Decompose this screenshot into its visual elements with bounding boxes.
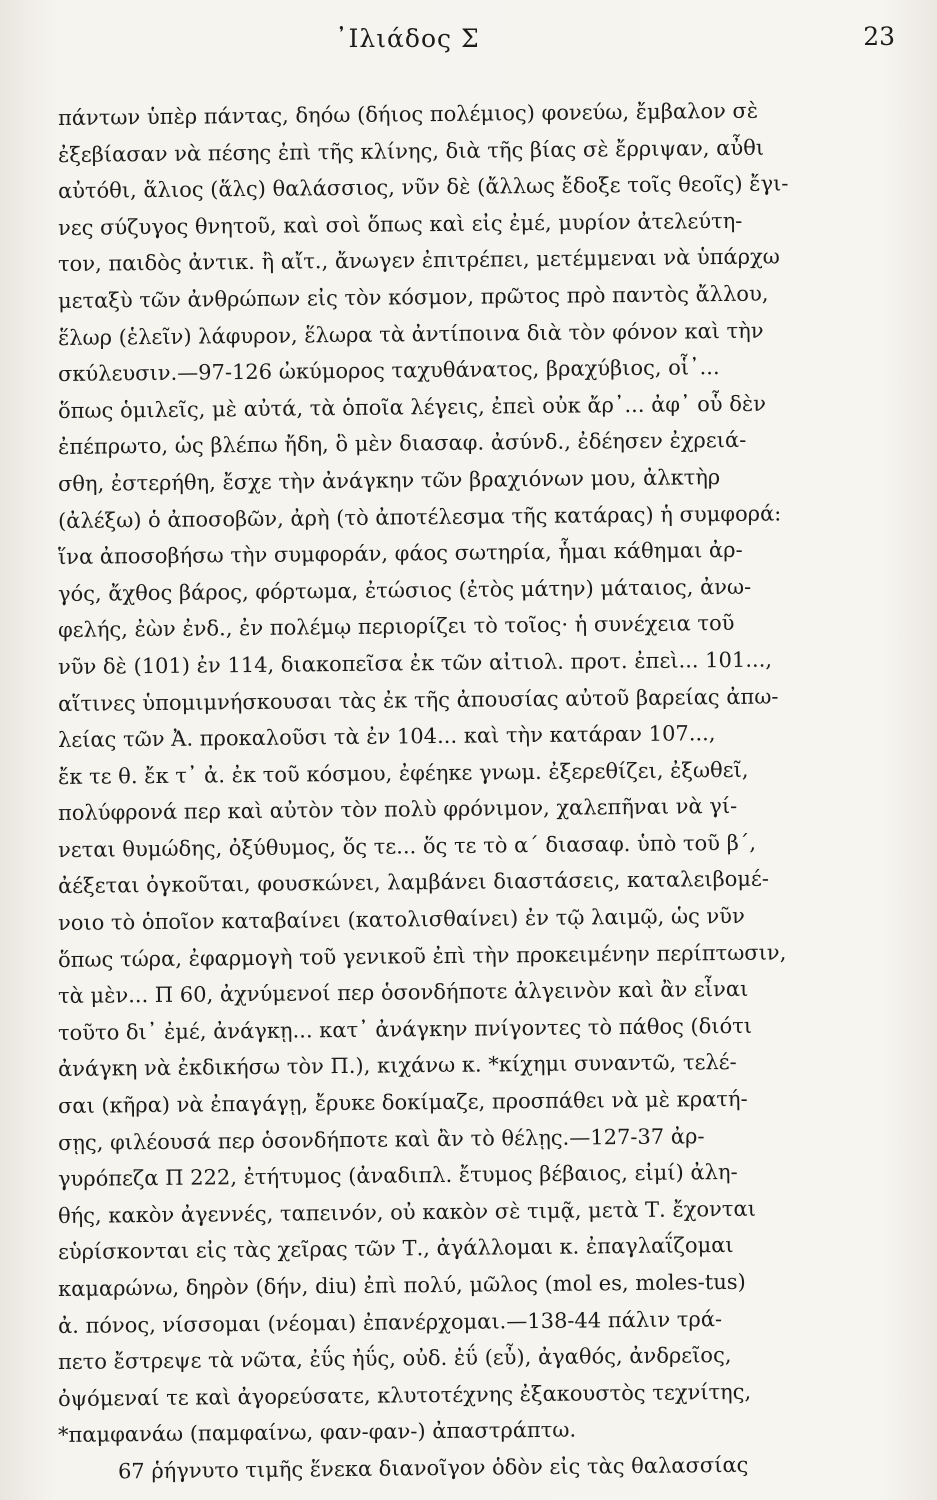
commentary-text xyxy=(58,100,868,1491)
text-line: νες σύζυγος θνητοῦ, καὶ σοὶ ὅπως καὶ εἰς ἐμέ, μυρίον ἀτελεύτη- xyxy=(57,208,743,240)
text-line: θής, κακὸν ἀγεννές, ταπεινόν, οὐ κακὸν σὲ τιμᾷ, μετὰ Τ. ἔχονται xyxy=(57,1196,757,1228)
text-line: εὑρίσκονται εἰς τὰς χεῖρας τῶν Τ., ἀγάλλομαι κ. ἐπαγλαΐζομαι xyxy=(57,1233,734,1265)
text-line: ὅπως τώρα, ἐφαρμογὴ τοῦ γενικοῦ ἐπὶ τὴν προκειμένην περίπτωσιν, xyxy=(57,940,787,972)
text-line: σκύλευσιν.—97-126 ὠκύμορος ταχυθάνατος, βραχύβιος, οἷ᾽... xyxy=(57,355,720,387)
text-line: αἵτινες ὑπομιμνήσκουσαι τὰς ἐκ τῆς ἀπουσίας αὐτοῦ βαρείας ἀπω- xyxy=(57,683,779,716)
text-line: ὅπως ὁμιλεῖς, μὲ αὐτά, τὰ ὁποῖα λέγεις, ἐπεὶ οὐκ ἄρ᾽... ἀφ᾽ οὗ δὲν xyxy=(57,391,767,423)
text-line: πολύφρονά περ καὶ αὐτὸν τὸν πολὺ φρόνιμον, χαλεπῆναι νὰ γί- xyxy=(57,794,738,826)
text-line: πετο ἔστρεψε τὰ νῶτα, ἐΰς ἠΰς, οὐδ. ἐΰ (εὖ), ἀγαθός, ἀνδρεῖος, xyxy=(57,1343,732,1375)
text-line: ὀψόμεναί τε καὶ ἀγορεύσατε, κλυτοτέχνης ἐξακουστὸς τεχνίτης, xyxy=(57,1379,752,1411)
text-line: σῃς, φιλέουσά περ ὁσονδήποτε καὶ ἂν τὸ θέλῃς.—127-37 ἀρ- xyxy=(57,1123,705,1155)
text-line: σαι (κῆρα) νὰ ἐπαγάγῃ, ἔρυκε δοκίμαζε, προσπάθει νὰ μὲ κρατή- xyxy=(57,1086,748,1119)
text-line: γυρόπεζα Π 222, ἐτήτυμος (ἀναδιπλ. ἔτυμος βέβαιος, εἰμί) ἀλη- xyxy=(57,1160,738,1192)
page-header xyxy=(0,18,937,58)
text-line: ἀέξεται ὀγκοῦται, φουσκώνει, λαμβάνει διαστάσεις, καταλειβομέ- xyxy=(57,867,770,899)
text-line: σθη, ἐστερήθη, ἔσχε τὴν ἀνάγκην τῶν βραχιόνων μου, ἀλκτὴρ xyxy=(57,465,721,496)
text-line: καμαρώνω, δηρὸν (δήν, diu) ἐπὶ πολύ, μῶλος (mol es, moles-tus) xyxy=(57,1269,746,1301)
page-number: 23 xyxy=(863,22,895,51)
text-line: πάντων ὑπὲρ πάντας, δηόω (δήιος πολέμιος) φονεύω, ἔμβαλον σὲ xyxy=(57,98,759,130)
running-head: ᾽Ιλιάδος Σ xyxy=(335,24,480,53)
text-line: ἔκ τε θ. ἔκ τ᾽ ἀ. ἐκ τοῦ κόσμου, ἐφέηκε γνωμ. ἐξερεθίζει, ἐξωθεῖ, xyxy=(57,757,749,789)
text-line: νῦν δὲ (101) ἐν 114, διακοπεῖσα ἐκ τῶν αἰτιολ. προτ. ἐπεὶ... 101..., xyxy=(57,647,773,679)
text-line: φελής, ἐὼν ἐνδ., ἐν πολέμῳ περιορίζει τὸ τοῖος· ἡ συνέχεια τοῦ xyxy=(57,611,735,643)
text-line: λείας τῶν Ἀ. προκαλοῦσι τὰ ἐν 104... καὶ τὴν κατάραν 107..., xyxy=(57,721,716,753)
text-line: νοιο τὸ ὁποῖον καταβαίνει (κατολισθαίνει) ἐν τῷ λαιμῷ, ὡς νῦν xyxy=(57,903,745,936)
text-line: 67 ῥήγνυτο τιμῆς ἕνεκα διανοῖγον ὁδὸν εἰς τὰς θαλασσίας xyxy=(117,1452,749,1484)
text-line: *παμφανάω (παμφαίνω, φαν-φαν-) ἀπαστράπτω. xyxy=(57,1417,577,1448)
text-line: (ἀλέξω) ὁ ἀποσοβῶν, ἀρὴ (τὸ ἀποτέλεσμα τῆς κατάρας) ἡ συμφορά: xyxy=(57,500,782,533)
text-line: ἵνα ἀποσοβήσω τὴν συμφοράν, φάος σωτηρία, ἧμαι κάθημαι ἀρ- xyxy=(57,537,743,570)
text-line: αὐτόθι, ἅλιος (ἅλς) θαλάσσιος, νῦν δὲ (ἄλλως ἔδοξε τοῖς θεοῖς) ἔγι- xyxy=(57,171,789,204)
text-line: τον, παιδὸς ἀντικ. ἢ αἴτ., ἄνωγεν ἐπιτρέπει, μετέμμεναι νὰ ὑπάρχω xyxy=(57,244,780,277)
text-line: τὰ μὲν... Π 60, ἀχνύμενοί περ ὁσονδήποτε ἀλγεινὸν καὶ ἂν εἶναι xyxy=(57,977,749,1009)
text-line: μεταξὺ τῶν ἀνθρώπων εἰς τὸν κόσμον, πρῶτος πρὸ παντὸς ἄλλου, xyxy=(57,281,769,313)
text-line: νεται θυμώδης, ὀξύθυμος, ὅς τε... ὅς τε τὸ α΄ διασαφ. ὑπὸ τοῦ β΄, xyxy=(57,830,757,862)
text-line: ἀνάγκη νὰ ἐκδικήσω τὸν Π.), κιχάνω κ. *κίχημι συναντῶ, τελέ- xyxy=(57,1050,737,1082)
text-line: γός, ἄχθος βάρος, φόρτωμα, ἐτώσιος (ἐτὸς μάτην) μάταιος, ἀνω- xyxy=(57,574,752,606)
text-line: ἐξεβίασαν νὰ πέσης ἐπὶ τῆς κλίνης, διὰ τῆς βίας σὲ ἔρριψαν, αὖθι xyxy=(57,135,765,167)
text-line: ἐπέπρωτο, ὡς βλέπω ἤδη, ὃ μὲν διασαφ. ἀσύνδ., ἐδέησεν ἐχρειά- xyxy=(57,428,747,460)
text-line: ἀ. πόνος, νίσσομαι (νέομαι) ἐπανέρχομαι.—138-44 πάλιν τρά- xyxy=(57,1306,723,1338)
text-line: ἕλωρ (ἑλεῖν) λάφυρον, ἕλωρα τὰ ἀντίποινα διὰ τὸν φόνον καὶ τὴν xyxy=(57,318,764,350)
text-line: τοῦτο δι᾽ ἐμέ, ἀνάγκῃ... κατ᾽ ἀνάγκην πνίγοντες τὸ πάθος (διότι xyxy=(57,1013,753,1045)
